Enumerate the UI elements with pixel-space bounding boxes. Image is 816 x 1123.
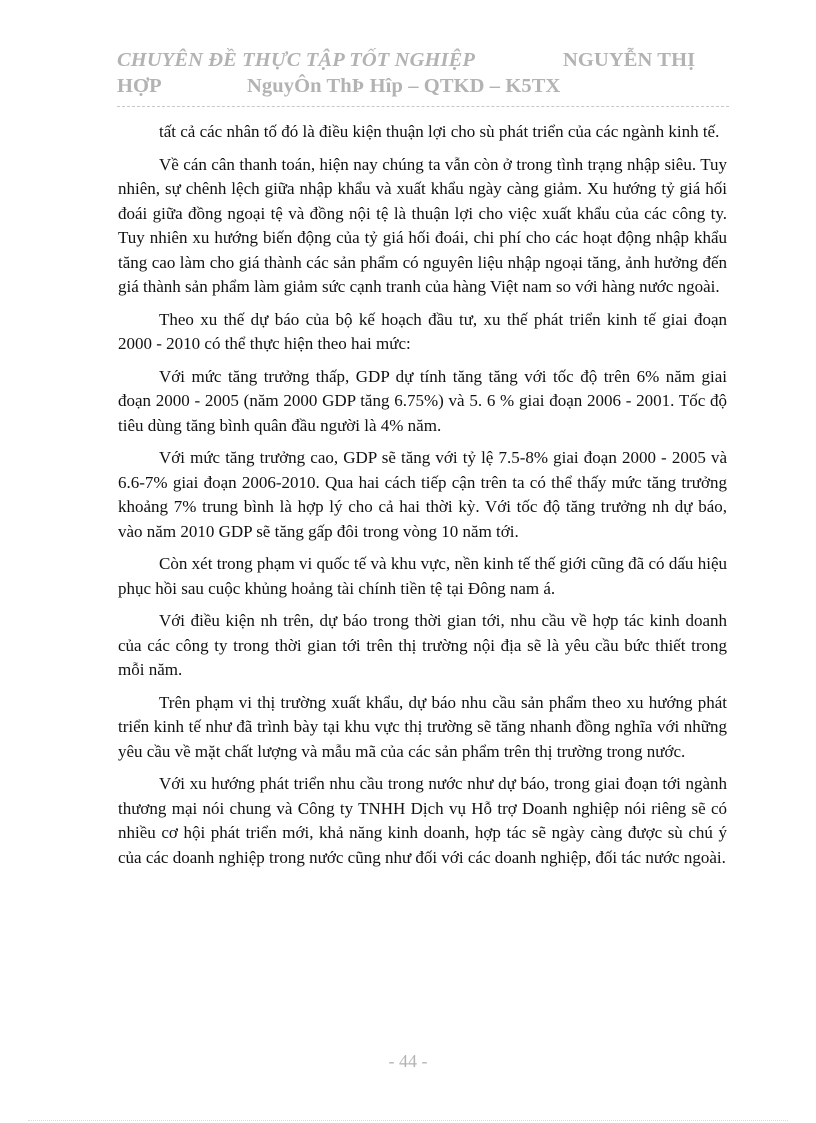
header-line-2 — [117, 73, 727, 99]
paragraph-1: tất cả các nhân tố đó là điều kiện thuận lợi cho sù phát triển của các ngành kinh tế. — [159, 122, 720, 141]
paragraph-4: Với mức tăng trưởng thấp, GDP dự tính tăng tăng với tốc độ trên 6% năm giai đoạn 2000 - 2005 (năm 2000 GDP tăng 6.75%) và 5. 6 % giai đoạn 2006 - 2001. Tốc độ tiêu dùng tăng bình quân đầu người là 4% năm. — [118, 366, 727, 435]
author-name-part2: HỢP — [117, 75, 162, 97]
author-name-part1: NGUYỄN THỊ — [563, 49, 696, 71]
page-header — [117, 47, 727, 99]
page-number: - 44 - — [388, 1051, 428, 1071]
document-title: CHUYÊN ĐỀ THỰC TẬP TỐT NGHIỆP — [117, 49, 475, 71]
paragraph-9: Với xu hướng phát triển nhu cầu trong nước như dự báo, trong giai đoạn tới ngành thương mại nói chung và Công ty TNHH Dịch vụ Hỗ trợ Doanh nghiệp nói riêng sẽ có nhiều cơ hội phát triển mới, khả năng kinh doanh, hợp tác sẽ ngày càng được sù chú ý của các doanh nghiệp trong nước cũng như đối với các doanh nghiệp, đối tác nước ngoài. — [118, 774, 727, 867]
body-text — [118, 120, 727, 878]
header-line-1 — [117, 47, 727, 73]
paragraph-3: Theo xu thế dự báo của bộ kế hoạch đầu tư, xu thế phát triển kinh tế giai đoạn 2000 - 2010 có thể thực hiện theo hai mức: — [118, 309, 727, 353]
paragraph-7: Với điều kiện nh trên, dự báo trong thời gian tới, nhu cầu về hợp tác kinh doanh của các công ty trong thời gian tới trên thị trường nội địa sẽ là yêu cầu bức thiết trong mỗi năm. — [118, 611, 727, 679]
paragraph-6: Còn xét trong phạm vi quốc tế và khu vực, nền kinh tế thế giới cũng đã có dấu hiệu phục hồi sau cuộc khủng hoảng tài chính tiền tệ tại Đông nam á. — [118, 554, 727, 598]
paragraph-5: Với mức tăng trưởng cao, GDP sẽ tăng với tỷ lệ 7.5-8% giai đoạn 2000 - 2005 và 6.6-7% giai đoạn 2006-2010. Qua hai cách tiếp cận trên ta có thể thấy mức tăng trưởng khoảng 7% trung bình là hợp lý cho cả hai thời kỳ. Với tốc độ tăng trưởng nh dự báo, vào năm 2010 GDP sẽ tăng gấp đôi trong vòng 10 năm tới. — [118, 448, 727, 541]
footer-divider — [28, 1120, 788, 1121]
paragraph-2: Về cán cân thanh toán, hiện nay chúng ta vẫn còn ở trong tình trạng nhập siêu. Tuy nhiên, sự chênh lệch giữa nhập khẩu và xuất khẩu ngày càng giảm. Xu hướng tỷ giá hối đoái giữa đồng ngoại tệ và đồng nội tệ là thuận lợi cho việc xuất khẩu của các công ty. Tuy nhiên xu hướng biến động của tỷ giá hối đoái, chi phí cho các hoạt động nhập khẩu tăng cao làm cho giá thành các sản phẩm có nguyên liệu nhập ngoại tăng, ảnh hưởng đến giá thành sản phẩm làm giảm sức cạnh tranh của hàng Việt nam so với hàng nước ngoài. — [118, 154, 727, 296]
header-divider — [117, 106, 729, 107]
paragraph-8: Trên phạm vi thị trường xuất khẩu, dự báo nhu cầu sản phẩm theo xu hướng phát triển kinh tế như đã trình bày tại khu vực thị trường sẽ tăng nhanh đồng nghĩa với những yêu cầu về mặt chất lượng và mẫu mã của các sản phẩm trên thị trường trong nước. — [118, 692, 727, 761]
author-subtitle: NguyÔn ThÞ Hîp – QTKD – K5TX — [247, 75, 561, 97]
